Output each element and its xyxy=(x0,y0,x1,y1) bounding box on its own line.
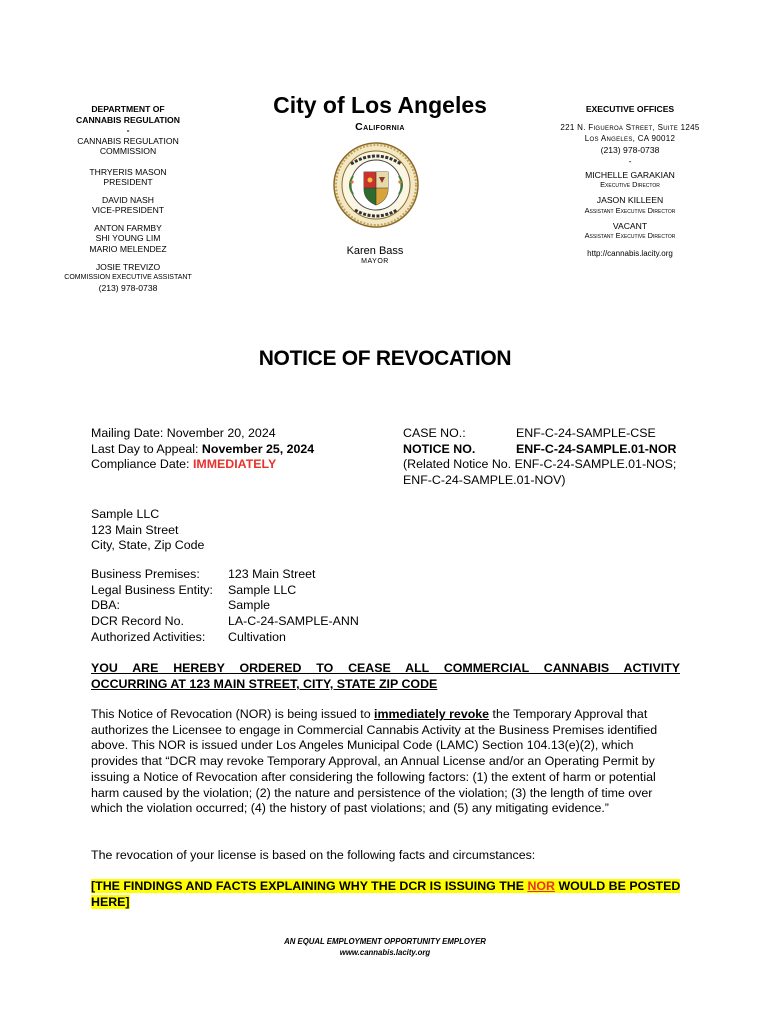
city-subtitle: California xyxy=(355,121,405,133)
case-number: CASE NO.: ENF-C-24-SAMPLE-CSE xyxy=(403,426,656,440)
related-notice-2: ENF-C-24-SAMPLE.01-NOV) xyxy=(403,473,566,488)
compliance-date: Compliance Date: IMMEDIATELY xyxy=(91,457,277,472)
other-members: ANTON FARMBY SHI YOUNG LIM MARIO MELENDEZ xyxy=(89,222,167,254)
case-block xyxy=(403,426,693,489)
staff-executive-director: MICHELLE GARAKIAN Executive Director xyxy=(585,169,675,189)
office-url[interactable]: http://cannabis.lacity.org xyxy=(587,249,673,258)
commission-assistant: JOSIE TREVIZO COMMISSION EXECUTIVE ASSISTANT (213) 978-0738 xyxy=(64,262,192,293)
mayor-name: Karen Bass xyxy=(346,245,404,257)
mayor-title: MAYOR xyxy=(361,258,389,265)
staff-assistant-director-2: VACANT Assistant Executive Director xyxy=(584,220,676,240)
appeal-date: Last Day to Appeal: November 25, 2024 xyxy=(91,441,315,456)
findings-placeholder: [THE FINDINGS AND FACTS EXPLAINING WHY THE DCR IS ISSUING THE NOR WOULD BE POSTED HERE] xyxy=(91,879,681,909)
staff-assistant-director-1: JASON KILLEEN Assistant Executive Director xyxy=(584,195,676,215)
cease-order: YOU ARE HEREBY ORDERED TO CEASE ALL COMMERCIAL CANNABIS ACTIVITY OCCURRING AT 123 MAIN STREET, CITY, STATE ZIP CODE xyxy=(91,661,680,691)
notice-number: NOTICE NO. ENF-C-24-SAMPLE.01-NOR xyxy=(403,441,677,456)
business-row: DCR Record No. LA-C-24-SAMPLE-ANN xyxy=(91,614,359,629)
mailing-date: Mailing Date: November 20, 2024 xyxy=(91,426,276,440)
dates-block xyxy=(91,426,391,473)
right-header xyxy=(545,104,715,260)
business-row: Business Premises: 123 Main Street xyxy=(91,567,316,581)
member-vice-president: DAVID NASH VICE-PRESIDENT xyxy=(91,194,165,215)
executive-offices-heading: EXECUTIVE OFFICES xyxy=(585,104,675,114)
facts-intro: The revocation of your license is based on the following facts and circumstances: xyxy=(91,848,536,862)
business-row: DBA: Sample xyxy=(91,598,271,613)
member-president: THRYERIS MASON PRESIDENT xyxy=(89,166,167,187)
business-row: Authorized Activities: Cultivation xyxy=(91,629,286,644)
related-notice-1: (Related Notice No. ENF-C-24-SAMPLE.01-NOS; xyxy=(403,457,677,472)
office-address: 221 N. Figueroa Street, Suite 1245 Los Angeles, CA 90012 (213) 978-0738 - xyxy=(560,122,700,166)
footer: AN EQUAL EMPLOYMENT OPPORTUNITY EMPLOYER www.cannabis.lacity.org xyxy=(284,937,486,957)
department-name: DEPARTMENT OF CANNABIS REGULATION - CANNABIS REGULATION COMMISSION xyxy=(76,104,180,156)
city-seal-icon xyxy=(333,142,419,228)
business-details xyxy=(91,567,491,646)
notice-title: NOTICE OF REVOCATION xyxy=(258,347,512,370)
revocation-paragraph: This Notice of Revocation (NOR) is being issued to immediately revoke the Temporary Approval that authorizes the Licensee to engage in Commercial Cannabis Activity at the Business Premises identified above. This NOR is issued under Los Angeles Municipal Code (LAMC) Section 104.13(e)(2), which provides that “DCR may revoke Temporary Approval, an Annual License and/or an Operating Permit by issuing a Notice of Revocation after considering the following factors: (1) the extent of harm or potential harm caused by the violation; (2) the nature and persistence of the violation; (3) the length of time over which the violation occurred; (4) the history of past violations; and (5) any mitigating evidence.” xyxy=(91,707,658,816)
left-header xyxy=(60,104,196,294)
city-title: City of Los Angeles xyxy=(273,92,487,118)
recipient-address: Sample LLC 123 Main Street City, State, Zip Code xyxy=(91,507,205,553)
business-row: Legal Business Entity: Sample LLC xyxy=(91,582,297,597)
